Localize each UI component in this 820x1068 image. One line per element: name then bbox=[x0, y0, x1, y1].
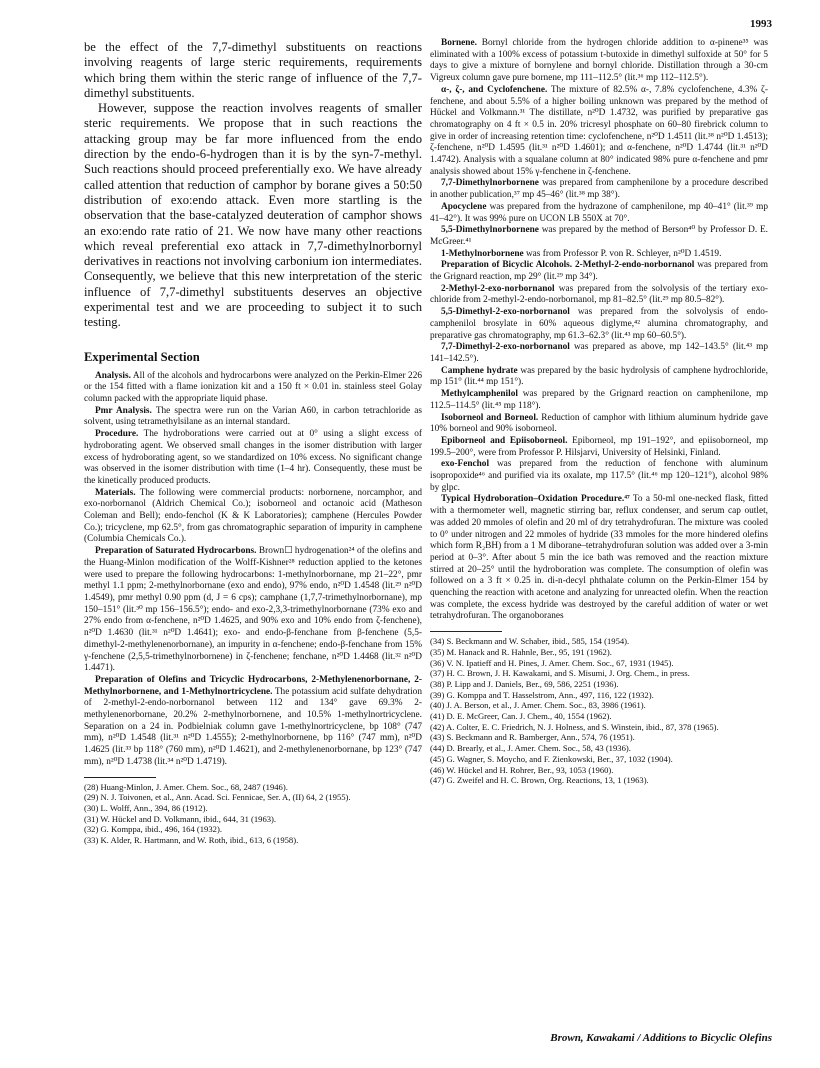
footnote-rule bbox=[84, 777, 156, 778]
exp-paragraph bbox=[430, 260, 768, 283]
exp-text: All of the alcohols and hydrocarbons were analyzed on the Perkin-Elmer 226 or the 154 fitted with a flame ionization kit and a 150 ft × 0.01 in. stainless steel Golay column packed with the appropriate liquid phase. bbox=[84, 370, 423, 405]
exp-paragraph bbox=[430, 38, 768, 85]
exp-paragraph bbox=[430, 307, 768, 342]
reference-item: (34) S. Beckmann and W. Schaber, ibid., 585, 154 (1954). bbox=[430, 636, 630, 647]
reference-item: (33) K. Alder, R. Hartmann, and W. Roth, ibid., 613, 6 (1958). bbox=[84, 835, 299, 846]
exp-heading: Preparation of Olefins and Tricyclic Hydrocarbons, 2-Methylenenorbornane, 2-Methylnorbornene, and 1-Methylnortricyclene. bbox=[84, 674, 422, 697]
exp-text: was prepared from the reduction of fenchone with aluminum isopropoxide⁴⁶ and purified via its oxalate, mp 117.5° (lit.⁴⁶ mp 120–121°), alcohol 98% by glpc. bbox=[430, 459, 768, 493]
exp-text: The hydroborations were carried out at 0° using a slight excess of hydroborating agent. We observed small changes in the isomer distribution with larger excess of hydroborating agent, so we standardized on 10% excess. No significant change was observed in the isomer distribution with time (1–4 hr). Consequently, these must be the kinetically produced products. bbox=[84, 429, 422, 486]
exp-heading: Preparation of Saturated Hydrocarbons. bbox=[95, 546, 257, 557]
exp-paragraph bbox=[84, 429, 422, 488]
right-experimental bbox=[430, 38, 768, 623]
footnote-rule bbox=[430, 631, 502, 632]
exp-text: was from Professor P. von R. Schleyer, n²⁰D 1.4519. bbox=[525, 248, 722, 259]
left-experimental bbox=[84, 371, 422, 769]
reference-item: (32) G. Komppa, ibid., 496, 164 (1932). bbox=[84, 824, 222, 835]
intro-paragraph: However, suppose the reaction involves reagents of smaller steric requirements. We propose that in such reactions the attacking group may be far more influenced from the endo direction by the endo-6-hydrogen than it is by the syn-7-methyl. Such reactions should proceed preferentially exo. We have already called attention that reduction of camphor by borane gives a 50:50 distribution of exo:endo attack. Even more startling is the observation that the base-catalyzed deuteration of camphor shows an exo:endo rate ratio of 21. We now have many other reactions which reveal preferential exo attack in 7,7-dimethylnorbornyl derivatives in reactions not involving carbonium ion intermediates. Consequently, we believe that this new interpretation of the steric influence of 7,7-dimethyl substituents deserves an objective experimental test and we are proceeding to subject it to such testing. bbox=[84, 101, 422, 330]
exp-heading: 1-Methylnorbornene bbox=[441, 248, 524, 259]
exp-paragraph bbox=[84, 675, 422, 769]
exp-text: was prepared as above, mp 142–143.5° (lit.⁴³ mp 141–142.5°). bbox=[430, 342, 768, 364]
exp-paragraph bbox=[430, 459, 768, 494]
reference-item: (38) P. Lipp and J. Daniels, Ber., 69, 586, 2251 (1936). bbox=[430, 678, 619, 689]
exp-text: was prepared from the solvolysis of endo-camphenilol brosylate in 60% aqueous diglyme,⁴² alumina chromatography, and preparative gas chromatography, mp 61.3–62.3° (lit.⁴³ mp 60–60.5°). bbox=[430, 307, 768, 341]
exp-paragraph bbox=[430, 413, 768, 436]
exp-text: Epiborneol, mp 191–192°, and epiisoborneol, mp 199.5–200°, were from Professor P. Hilsjarvi, University of Helsinki, Finland. bbox=[430, 435, 769, 458]
exp-text: The mixture of 82.5% α-, 7.8% cyclofenchene, 4.3% ζ-fenchene, and about 5.5% of a higher boiling unknown was prepared by the method of Hückel and Volkmann.³¹ The distillate, n²⁰D 1.4732, was purified by preparative gas chromatography on 4 ft × 0.5 in. 20% tricresyl phosphate on 60–80 firebrick column to give in order of increasing retention time: cyclofenchene, n²⁰D 1.4511 (lit.³⁸ n²⁰D 1.4513); ζ-fenchene, n²⁰D 1.4595 (lit.³¹ n²⁰D 1.4601); and α-fenchene, n²⁰D 1.4744 (lit.³¹ n²⁰D 1.4742). Analysis with a squalane column at 80° indicated 98% pure α-fenchene and pmr analysis showed about 15% γ-fenchene in ζ-fenchene. bbox=[430, 84, 768, 177]
exp-paragraph bbox=[84, 546, 422, 675]
reference-item: (41) D. E. McGreer, Can. J. Chem., 40, 1554 (1962). bbox=[430, 711, 612, 722]
reference-item: (40) J. A. Berson, et al., J. Amer. Chem. Soc., 83, 3986 (1961). bbox=[430, 700, 646, 711]
exp-text: was prepared by the basic hydrolysis of camphene hydrochloride, mp 151° (lit.⁴⁴ mp 151°). bbox=[430, 365, 769, 388]
exp-text: was prepared from the hydrazone of camphenilone, mp 40–41° (lit.³⁹ mp 41–42°). It was 99% pure on UCON LB 550X at 70°. bbox=[430, 201, 768, 224]
exp-text: Reduction of camphor with lithium aluminum hydride gave 10% borneol and 90% isoborneol. bbox=[430, 412, 768, 435]
reference-item: (44) D. Brearly, et al., J. Amer. Chem. Soc., 58, 43 (1936). bbox=[430, 743, 631, 754]
exp-heading: Analysis. bbox=[95, 370, 131, 381]
exp-paragraph bbox=[430, 202, 768, 225]
left-column bbox=[84, 40, 422, 846]
reference-item: (47) G. Zweifel and H. C. Brown, Org. Reactions, 13, 1 (1963). bbox=[430, 775, 649, 786]
exp-paragraph bbox=[430, 85, 768, 179]
running-footer: Brown, Kawakami / Additions to Bicyclic Olefins bbox=[550, 1032, 772, 1044]
exp-heading: 5,5-Dimethylnorbornene bbox=[441, 225, 539, 236]
page-number: 1993 bbox=[750, 18, 772, 30]
reference-item: (43) S. Beckmann and R. Bamberger, Ann., 574, 76 (1951). bbox=[430, 732, 635, 743]
reference-item: (39) G. Komppa and T. Hasselstrom, Ann., 497, 116, 122 (1932). bbox=[430, 689, 654, 700]
exp-text: Brown☐ hydrogenation²⁴ of the olefins and the Huang-Minlon modification of the Wolff-Kishner²⁸ reduction applied to the ketones were used to prepare the following hydrocarbons: 1-methylnorbornane, mp 21–22°, pmr methyl 1.1 ppm; 2-methylnorbornane (exo and endo), 97% endo, n²⁰D 1.4548 (lit.²⁹ n²⁰D 1.4549), pmr methyl 0.90 ppm (d, J = 6 cps); camphane (1,7,7-trimethylnorbornane), mp 150–151° (lit.³⁰ mp 156–156.5°); endo- and exo-2,3,3-trimethylnorbornane (73% exo and 27% endo from α-fenchene, n²⁰D 1.4625, and 90% exo and 10% endo from ζ-fenchene), n²⁰D 1.4630 (lit.³¹ n²⁰D 1.4641); exo- and endo-β-fenchane from β-fenchene (5,5-dimethyl-2-methylenenorbornane), an impurity in α-fenchene; endo-β-fenchane from 15% γ-fenchene (2,5,5-trimethylnorbornene) in ζ-fenchene; fenchane, n²⁰D 1.4468 (lit.³² n²⁰D 1.4471). bbox=[84, 546, 422, 674]
exp-heading: Pmr Analysis. bbox=[95, 405, 152, 416]
exp-heading: 7,7-Dimethylnorbornene bbox=[441, 178, 539, 189]
exp-heading: Materials. bbox=[95, 487, 136, 498]
reference-item: (31) W. Hückel and D. Volkmann, ibid., 644, 31 (1963). bbox=[84, 813, 277, 824]
reference-item: (42) A. Colter, E. C. Friedrich, N. J. Holness, and S. Winstein, ibid., 87, 378 (1965). bbox=[430, 721, 719, 732]
exp-heading: α-, ζ-, and Cyclofenchene. bbox=[441, 84, 548, 95]
exp-paragraph bbox=[430, 366, 768, 389]
exp-paragraph bbox=[84, 488, 422, 547]
reference-item: (35) M. Hanack and R. Hahnle, Ber., 95, 191 (1962). bbox=[430, 646, 612, 657]
exp-text: was prepared from camphenilone by a procedure described in another publication,³⁷ mp 45–46° (lit.³⁸ mp 38°). bbox=[430, 178, 768, 201]
exp-paragraph bbox=[430, 284, 768, 307]
exp-paragraph bbox=[430, 389, 768, 412]
exp-paragraph bbox=[430, 225, 768, 248]
reference-item: (45) G. Wagner, S. Moycho, and F. Zienkowski, Ber., 37, 1032 (1904). bbox=[430, 753, 673, 764]
exp-text: To a 50-ml one-necked flask, fitted with a thermometer well, magnetic stirring bar, reflux condenser, and serum cap outlet, was added 20 mmoles of olefin and 20 ml of dry tetrahydrofuran. The mixture was cooled to 0° under nitrogen and 22 mmoles of hydride (33 mmoles for the more hindered olefins which form R₂BH) from a 1 M diborane–tetrahydrofuran solution was added over a 3-min period at 0–3°. After about 5 min the ice bath was removed and the reaction mixture stirred at 20–25° until the hydroboration was complete. The consumption of olefin was followed on a 3 ft × 0.25 in. di-n-decyl phthalate column on the Perkin-Elmer 154 by quenching the reaction with acetone and analyzing for unreacted olefin. When the reaction was complete, the excess hydride was destroyed by the careful addition of water or wet tetrahydrofuran. The organoboranes bbox=[430, 494, 768, 622]
reference-item: (29) N. J. Toivonen, et al., Ann. Acad. Sci. Fennicae, Ser. A, (II) 64, 2 (1955). bbox=[84, 792, 351, 803]
right-references bbox=[430, 636, 768, 786]
exp-heading: Isoborneol and Borneol. bbox=[441, 412, 539, 423]
exp-heading: Methylcamphenilol bbox=[441, 389, 518, 400]
reference-item: (36) V. N. Ipatieff and H. Pines, J. Amer. Chem. Soc., 67, 1931 (1945). bbox=[430, 657, 674, 668]
exp-heading: exo-Fenchol bbox=[441, 459, 490, 470]
exp-paragraph bbox=[430, 178, 768, 201]
reference-item: (28) Huang-Minlon, J. Amer. Chem. Soc., 68, 2487 (1946). bbox=[84, 781, 288, 792]
exp-text: was prepared by the method of Berson⁴⁰ by Professor D. E. McGreer.⁴¹ bbox=[430, 225, 768, 247]
exp-heading: Typical Hydroboration–Oxidation Procedure.⁴⁷ bbox=[441, 494, 630, 505]
exp-paragraph bbox=[430, 436, 768, 459]
exp-text: Bornyl chloride from the hydrogen chloride addition to α-pinene³⁵ was eliminated with a 100% excess of potassium t-butoxide in dimethyl sulfoxide at 50° for 5 days to give a mixture of bornylene and bornyl chloride. Distillation through a 30-cm Vigreux column gave pure bornene, mp 111–112.5° (lit.³⁶ mp 112–112.5°). bbox=[430, 38, 768, 84]
exp-heading: Bornene. bbox=[441, 38, 477, 48]
exp-paragraph bbox=[430, 342, 768, 365]
exp-heading: Camphene hydrate bbox=[441, 365, 518, 376]
intro-paragraph: be the effect of the 7,7-dimethyl substituents on reactions involving reagents of large steric requirements, requirements which bring them within the steric range of influence of the 7,7-dimethyl substituents. bbox=[84, 40, 422, 100]
exp-paragraph bbox=[84, 406, 422, 429]
exp-text: The following were commercial products: norbornene, norcamphor, and exo-norbornanol (Aldrich Chemical Co.); isoborneol and octanoic acid (Matheson Coleman and Bell); endo-fenchol (K & K Laboratories); camphene (Hercules Powder Co.); tricyclene, mp 62.5°, from gas chromatographic separation of impurity in camphene (Columbia Chemicals Co.). bbox=[84, 487, 423, 545]
exp-heading: 5,5-Dimethyl-2-exo-norbornanol bbox=[441, 307, 570, 318]
exp-paragraph bbox=[430, 249, 768, 261]
exp-paragraph bbox=[84, 371, 422, 406]
exp-heading: Apocyclene bbox=[441, 201, 487, 212]
exp-heading: Preparation of Bicyclic Alcohols. 2-Methyl-2-endo-norbornanol bbox=[441, 260, 695, 271]
exp-text: was prepared from the Grignard reaction, mp 29° (lit.²⁹ mp 34°). bbox=[430, 260, 769, 283]
exp-text: was prepared by the Grignard reaction on camphenilone, mp 112.5–114.5° (lit.⁴⁵ mp 118°). bbox=[430, 389, 768, 411]
reference-item: (30) L. Wolff, Ann., 394, 86 (1912). bbox=[84, 802, 208, 813]
exp-heading: 2-Methyl-2-exo-norbornanol bbox=[441, 283, 555, 294]
exp-text: was prepared from the solvolysis of the tertiary exo-chloride from 2-methyl-2-endo-norbornanol, mp 81–82.5° (lit.²⁹ mp 80.5–82°). bbox=[430, 283, 768, 306]
left-references bbox=[84, 782, 422, 846]
reference-item: (37) H. C. Brown, J. H. Kawakami, and S. Misumi, J. Org. Chem., in press. bbox=[430, 668, 690, 679]
exp-text: The spectra were run on the Varian A60, in carbon tetrachloride as solvent, using tetramethylsilane as an internal standard. bbox=[84, 405, 422, 428]
right-column bbox=[430, 38, 768, 786]
section-title: Experimental Section bbox=[84, 349, 200, 364]
exp-heading: Procedure. bbox=[95, 429, 139, 440]
exp-heading: Epiborneol and Epiisoborneol. bbox=[441, 435, 568, 446]
reference-item: (46) W. Hückel and H. Rohrer, Ber., 93, 1053 (1960). bbox=[430, 764, 614, 775]
exp-paragraph bbox=[430, 494, 768, 623]
exp-text: The potassium acid sulfate dehydration of 2-methyl-2-endo-norbornanol between 112 and 134° gave 69.3% 2-methylenenorbornane, 20.2% 2-methylnorbornene, and 10.5% 1-methylnortricyclene. Separation on a 24 in. Podbielniak column gave 1-methylnortricyclene, bp 108° (747 mm), n²⁰D 1.4548 (lit.³¹ n²⁰D 1.4555); 2-methylnorbornene, bp 116° (747 mm), n²⁰D 1.4625 (lit.³³ bp 118° (760 mm), n²⁰D 1.4621), and 2-methylenenorbornane, bp 123° (747 mm), n²⁰D 1.4738 (lit.³⁴ n²⁰D 1.4719). bbox=[84, 686, 422, 767]
exp-heading: 7,7-Dimethyl-2-exo-norbornanol bbox=[441, 342, 570, 353]
intro-text bbox=[84, 40, 422, 331]
